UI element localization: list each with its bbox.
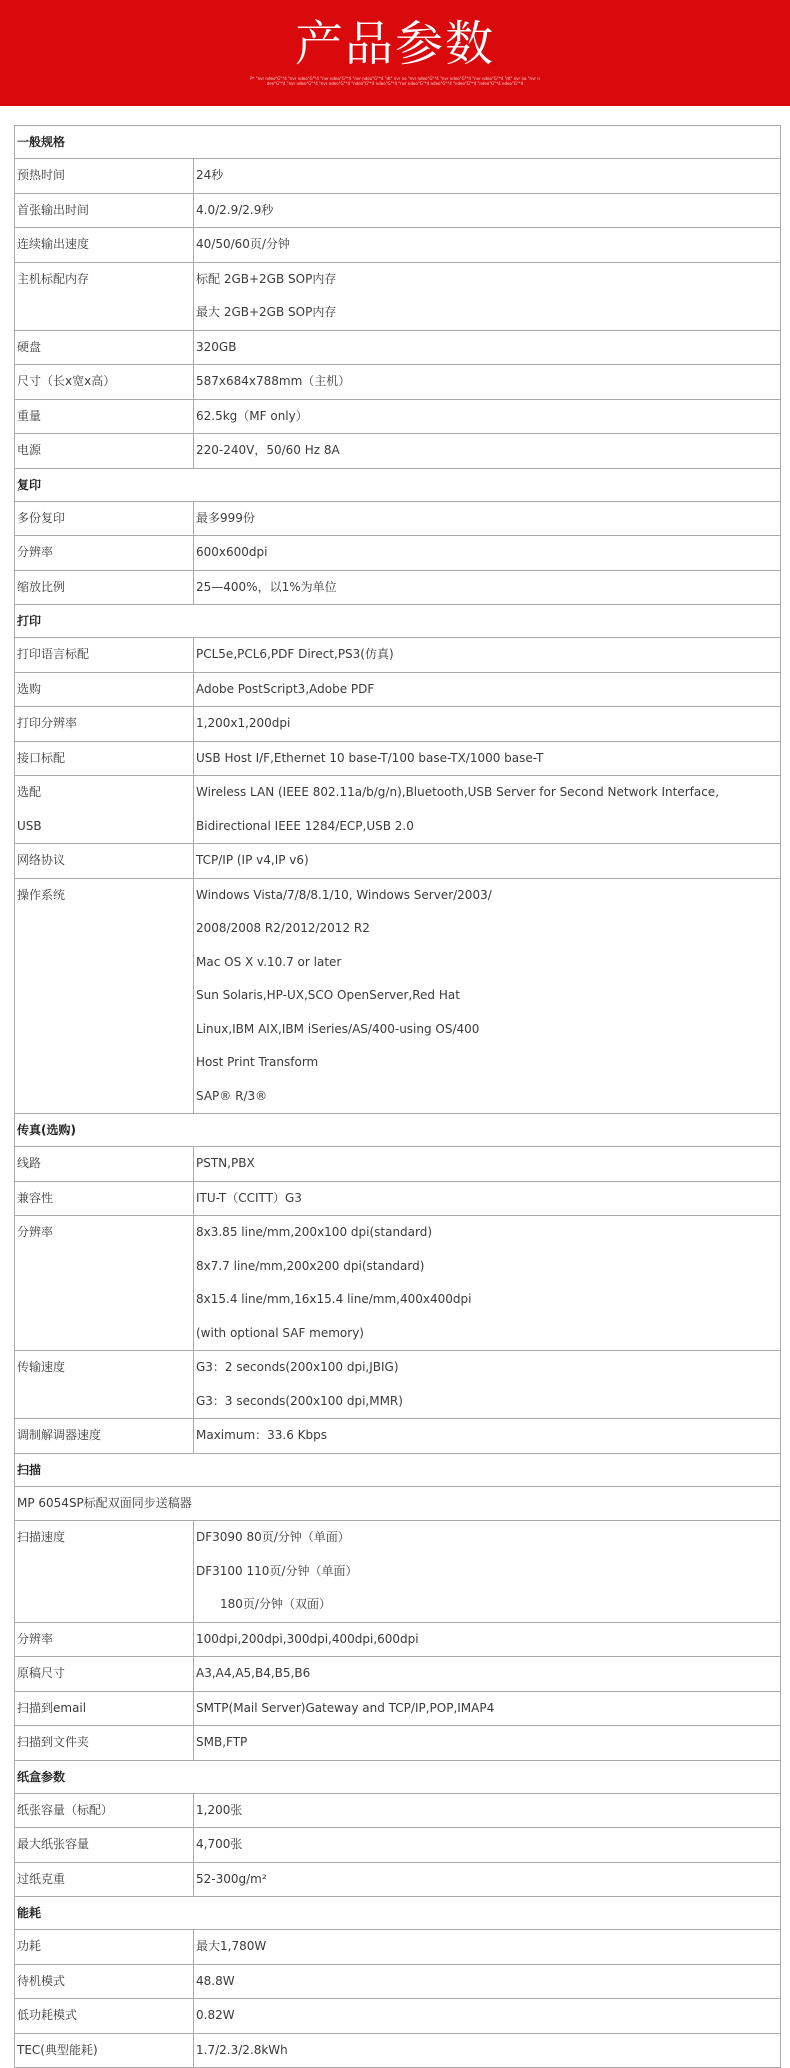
spec-value: 48.8W	[196, 1973, 235, 1988]
spec-label: 电源	[17, 443, 42, 457]
section-row	[15, 1453, 781, 1486]
spec-label: 主机标配内存	[17, 271, 90, 286]
page-title: 产品参数	[294, 16, 495, 72]
spec-value: TCP/IP (IP v4,IP v6)	[196, 853, 309, 867]
spec-label-cell	[15, 707, 194, 742]
spec-label: 分辨率	[17, 1631, 54, 1646]
spec-label-cell	[15, 638, 194, 673]
spec-label: 兼容性	[17, 1190, 54, 1205]
spec-row	[15, 228, 781, 263]
note-text: MP 6054SP标配双面同步送稿器	[17, 1495, 192, 1510]
spec-label-cell	[15, 365, 194, 400]
spec-label-cell	[15, 193, 194, 228]
spec-label-cell	[15, 1999, 194, 2034]
spec-label: 分辨率	[17, 1225, 54, 1239]
spec-label-cell	[15, 1622, 194, 1657]
section-row	[15, 1114, 781, 1147]
spec-value-cell	[194, 1419, 781, 1454]
section-row	[15, 126, 781, 159]
spec-row	[15, 330, 781, 365]
spec-label: 连续输出速度	[17, 237, 90, 251]
spec-value: 最多999份	[196, 510, 255, 525]
spec-label: 传输速度	[17, 1360, 66, 1374]
spec-value-cell	[194, 1691, 781, 1726]
spec-value: DF3090 80页/分钟（单面）	[196, 1530, 350, 1544]
spec-value: 最大1,780W	[196, 1939, 267, 1953]
spec-value: 40/50/60页/分钟	[196, 237, 290, 251]
section-row	[15, 605, 781, 638]
spec-label: 纸张容量（标配）	[17, 1802, 114, 1817]
spec-value-cell	[194, 1216, 781, 1351]
spec-value-cell	[194, 1964, 781, 1999]
spec-value: ITU-T（CCITT）G3	[196, 1190, 302, 1205]
spec-value: 587x684x788mm（主机）	[196, 374, 351, 388]
spec-row	[15, 1419, 781, 1454]
spec-value: SMB,FTP	[196, 1735, 248, 1749]
spec-row	[15, 1828, 781, 1863]
spec-value-cell	[194, 1622, 781, 1657]
spec-label-cell	[15, 2033, 194, 2068]
spec-label: 重量	[17, 408, 42, 423]
spec-row	[15, 638, 781, 673]
spec-label-cell	[15, 672, 194, 707]
spec-value-cell	[194, 330, 781, 365]
spec-label: 接口标配	[17, 750, 66, 765]
spec-value: DF3100 110页/分钟（单面）	[196, 1563, 358, 1578]
spec-value: Wireless LAN (IEEE 802.11a/b/g/n),Bluetooth,USB Server for Second Network Interface,	[196, 785, 720, 799]
spec-label-cell	[15, 159, 194, 194]
spec-label-cell	[15, 1181, 194, 1216]
section-heading: 能耗	[15, 1897, 781, 1930]
spec-row	[15, 1622, 781, 1657]
spec-label-cell	[15, 1216, 194, 1351]
spec-value: 320GB	[196, 339, 237, 354]
spec-value-cell	[194, 638, 781, 673]
spec-value: 8x15.4 line/mm,16x15.4 line/mm,400x400dpi	[196, 1292, 472, 1306]
spec-value: SMTP(Mail Server)Gateway and TCP/IP,POP,IMAP4	[196, 1700, 495, 1715]
spec-row	[15, 434, 781, 469]
spec-value: PSTN,PBX	[196, 1156, 255, 1170]
header-banner	[0, 0, 790, 106]
spec-value: 最大 2GB+2GB SOP内存	[196, 305, 337, 319]
spec-label: 低功耗模式	[17, 2008, 78, 2022]
spec-label-cell	[15, 228, 194, 263]
spec-row	[15, 365, 781, 400]
spec-value: 4.0/2.9/2.9秒	[196, 202, 274, 217]
section-heading: 扫描	[15, 1453, 781, 1486]
spec-value: 100dpi,200dpi,300dpi,400dpi,600dpi	[196, 1631, 419, 1646]
spec-value-cell	[194, 1828, 781, 1863]
section-row	[15, 1760, 781, 1793]
spec-label-cell	[15, 536, 194, 571]
spec-value-cell	[194, 878, 781, 1114]
spec-row	[15, 844, 781, 879]
section-heading: 纸盒参数	[15, 1760, 781, 1793]
spec-value-cell	[194, 434, 781, 469]
section-heading: 复印	[15, 468, 781, 501]
spec-value: Maximum：33.6 Kbps	[196, 1428, 328, 1442]
spec-label: 选购	[17, 681, 42, 696]
spec-label: 选配	[17, 785, 42, 799]
spec-label-cell	[15, 1351, 194, 1419]
spec-row	[15, 878, 781, 1114]
spec-row	[15, 741, 781, 776]
banner-subtitle: P* "nvr ndeo"G"*4 "nvr ndeo"G"*4 "nvr ndeo"G"*4 "nvr ndeo"G"*4 "dt" nvr no "nvr ndeo"G"*4 "nvr ndeo"G"*4 "nvr ndeo"G"*4 "dt" nvr no "nvr ndeo"G"*4 "nvr ndeo"G"*4 "nvr ndeo"G"*4 "ndeo"G"*4 ndeo"G"*4 "nvr ndeo"G"*4 ndeo"G"*4 "ndeo"G"*4 "ndeo"G"*4 ndeo"G"*4	[250, 76, 540, 86]
spec-row	[15, 1521, 781, 1623]
spec-value-cell	[194, 1726, 781, 1761]
spec-label-cell	[15, 570, 194, 605]
spec-label: 多份复印	[17, 510, 66, 525]
spec-row	[15, 1964, 781, 1999]
section-heading: 打印	[15, 605, 781, 638]
section-heading: 传真(选购)	[15, 1114, 781, 1147]
spec-label-cell	[15, 1657, 194, 1692]
spec-label: 网络协议	[17, 853, 66, 867]
spec-label-cell	[15, 741, 194, 776]
spec-row	[15, 1930, 781, 1965]
spec-value-cell	[194, 193, 781, 228]
spec-row	[15, 159, 781, 194]
spec-label: 扫描到文件夹	[17, 1735, 90, 1749]
spec-value: Bidirectional IEEE 1284/ECP,USB 2.0	[196, 818, 414, 833]
spec-value: PCL5e,PCL6,PDF Direct,PS3(仿真)	[196, 647, 394, 661]
section-row	[15, 468, 781, 501]
section-row	[15, 1897, 781, 1930]
spec-label-cell	[15, 262, 194, 330]
spec-label: 打印语言标配	[17, 647, 90, 661]
note-row	[15, 1486, 781, 1521]
spec-value-cell	[194, 1351, 781, 1419]
spec-value: 1.7/2.3/2.8kWh	[196, 2042, 288, 2057]
spec-value-cell	[194, 1793, 781, 1828]
spec-value-cell	[194, 159, 781, 194]
spec-value: Linux,IBM AIX,IBM iSeries/AS/400-using OS/400	[196, 1021, 480, 1036]
spec-row	[15, 672, 781, 707]
spec-row	[15, 1216, 781, 1351]
spec-value: Host Print Transform	[196, 1055, 319, 1069]
spec-value-cell	[194, 1999, 781, 2034]
section-heading: 一般规格	[15, 126, 781, 159]
spec-label-cell	[15, 1419, 194, 1454]
spec-label-cell	[15, 776, 194, 844]
spec-label-cell	[15, 434, 194, 469]
spec-value: USB Host I/F,Ethernet 10 base-T/100 base-TX/1000 base-T	[196, 750, 544, 765]
spec-label: 线路	[17, 1156, 42, 1170]
spec-value-cell	[194, 707, 781, 742]
spec-value: G3：3 seconds(200x100 dpi,MMR)	[196, 1393, 403, 1408]
spec-value-cell	[194, 776, 781, 844]
spec-value: Mac OS X v.10.7 or later	[196, 954, 342, 969]
spec-value-cell	[194, 741, 781, 776]
spec-value: SAP® R/3®	[196, 1088, 268, 1103]
spec-value: 600x600dpi	[196, 545, 268, 559]
spec-row	[15, 1351, 781, 1419]
spec-label-cell	[15, 878, 194, 1114]
spec-value: 1,200x1,200dpi	[196, 716, 291, 730]
spec-label: 缩放比例	[17, 579, 66, 594]
spec-label-cell	[15, 1930, 194, 1965]
spec-value: Sun Solaris,HP-UX,SCO OpenServer,Red Hat	[196, 988, 460, 1002]
spec-label-cell	[15, 1726, 194, 1761]
spec-value: 8x7.7 line/mm,200x200 dpi(standard)	[196, 1258, 425, 1273]
spec-label-cell	[15, 1862, 194, 1897]
spec-value-cell	[194, 1862, 781, 1897]
spec-label-cell	[15, 844, 194, 879]
spec-label: 调制解调器速度	[17, 1428, 102, 1442]
spec-value-cell	[194, 1147, 781, 1182]
spec-label-cell	[15, 1521, 194, 1623]
spec-row	[15, 536, 781, 571]
spec-label-cell	[15, 1691, 194, 1726]
spec-value-cell	[194, 1521, 781, 1623]
spec-row	[15, 193, 781, 228]
spec-value-cell	[194, 262, 781, 330]
spec-row	[15, 707, 781, 742]
spec-label-secondary: USB	[17, 818, 42, 833]
spec-value: 1,200张	[196, 1802, 243, 1817]
spec-value: 25—400%，以1%为单位	[196, 579, 337, 594]
spec-row	[15, 262, 781, 330]
spec-label: 最大纸张容量	[17, 1837, 90, 1851]
spec-row	[15, 1657, 781, 1692]
spec-row	[15, 1793, 781, 1828]
spec-label: 硬盘	[17, 339, 42, 354]
spec-value-cell	[194, 536, 781, 571]
spec-row	[15, 1726, 781, 1761]
spec-value: G3：2 seconds(200x100 dpi,JBIG)	[196, 1360, 399, 1374]
spec-label-cell	[15, 1964, 194, 1999]
spec-label: 原稿尺寸	[17, 1666, 66, 1680]
spec-row	[15, 776, 781, 844]
spec-label: 待机模式	[17, 1973, 66, 1988]
spec-value: 24秒	[196, 168, 224, 182]
spec-value: 8x3.85 line/mm,200x100 dpi(standard)	[196, 1225, 433, 1239]
spec-table	[14, 125, 781, 2068]
spec-label: TEC(典型能耗)	[17, 2042, 98, 2057]
spec-label-cell	[15, 1828, 194, 1863]
spec-value: A3,A4,A5,B4,B5,B6	[196, 1666, 311, 1680]
spec-row	[15, 1999, 781, 2034]
spec-label: 尺寸（长x宽x高）	[17, 374, 116, 388]
spec-value: (with optional SAF memory)	[196, 1325, 364, 1340]
spec-value: 标配 2GB+2GB SOP内存	[196, 271, 337, 286]
spec-label: 功耗	[17, 1939, 42, 1953]
spec-value: 0.82W	[196, 2008, 235, 2022]
spec-label-cell	[15, 501, 194, 536]
spec-value-cell	[194, 672, 781, 707]
spec-label: 操作系统	[17, 887, 66, 902]
spec-row	[15, 2033, 781, 2068]
spec-label: 扫描速度	[17, 1530, 66, 1544]
spec-row	[15, 501, 781, 536]
spec-label-cell	[15, 330, 194, 365]
spec-value-cell	[194, 1181, 781, 1216]
spec-label: 打印分辨率	[17, 716, 78, 730]
spec-value-cell	[194, 399, 781, 434]
spec-label: 预热时间	[17, 168, 66, 182]
spec-value-cell	[194, 1657, 781, 1692]
spec-value-cell	[194, 2033, 781, 2068]
spec-row	[15, 1147, 781, 1182]
spec-label-cell	[15, 1793, 194, 1828]
note-cell	[15, 1486, 781, 1521]
spec-value: 180页/分钟（双面）	[220, 1597, 331, 1611]
spec-label-cell	[15, 1147, 194, 1182]
spec-value: 2008/2008 R2/2012/2012 R2	[196, 921, 370, 935]
spec-row	[15, 1181, 781, 1216]
spec-label: 过纸克重	[17, 1871, 66, 1886]
spec-label: 首张输出时间	[17, 202, 90, 217]
spec-label-cell	[15, 399, 194, 434]
spec-table-body	[15, 126, 781, 2068]
spec-value: 62.5kg（MF only）	[196, 408, 308, 423]
spec-row	[15, 1691, 781, 1726]
spec-value: Windows Vista/7/8/8.1/10, Windows Server/2003/	[196, 887, 492, 902]
spec-row	[15, 1862, 781, 1897]
spec-value-cell	[194, 570, 781, 605]
spec-value-cell	[194, 1930, 781, 1965]
spec-value: 220-240V，50/60 Hz 8A	[196, 443, 340, 457]
spec-value-cell	[194, 844, 781, 879]
spec-row	[15, 570, 781, 605]
spec-label: 扫描到email	[17, 1700, 87, 1715]
spec-value: 52-300g/m²	[196, 1871, 267, 1886]
spec-value-cell	[194, 228, 781, 263]
spec-value-cell	[194, 365, 781, 400]
spec-row	[15, 399, 781, 434]
spec-label: 分辨率	[17, 545, 54, 559]
spec-value-cell	[194, 501, 781, 536]
spec-value: 4,700张	[196, 1837, 243, 1851]
spec-value: Adobe PostScript3,Adobe PDF	[196, 681, 375, 696]
